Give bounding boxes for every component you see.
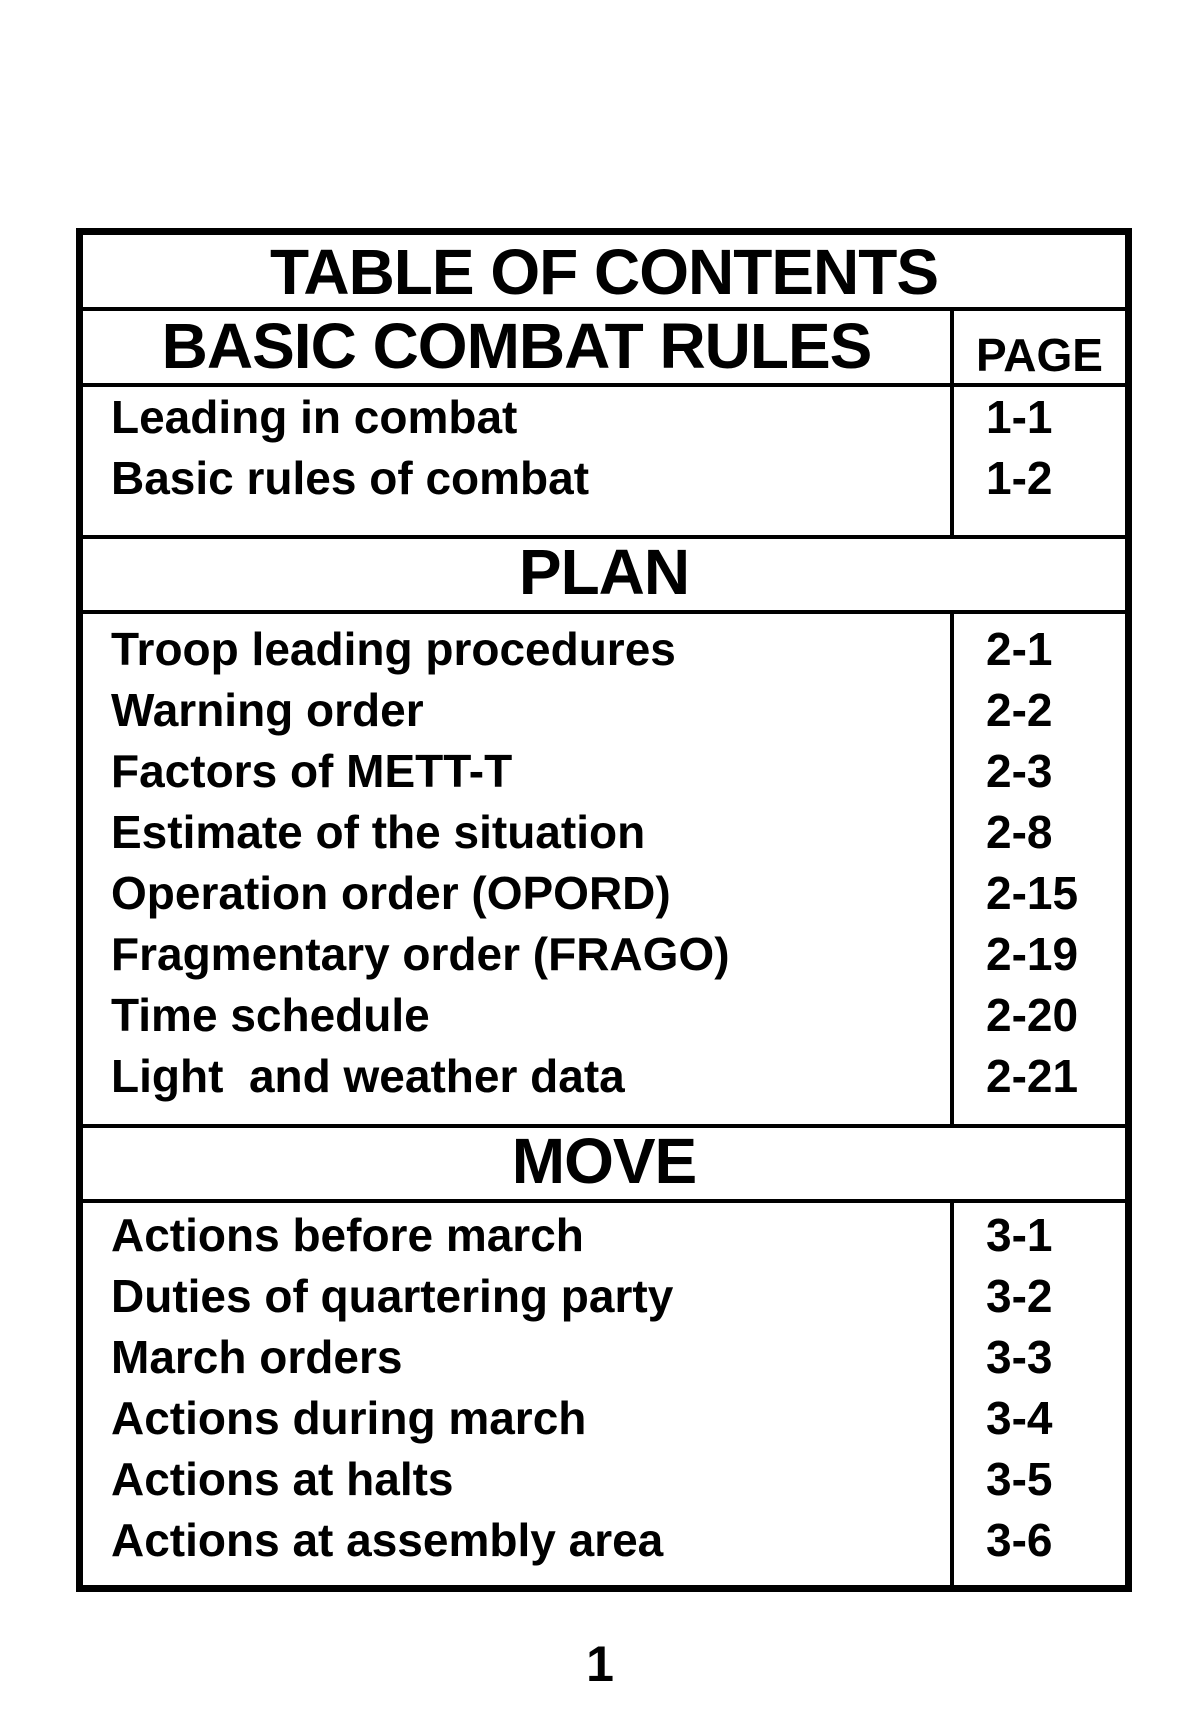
entry-title: Actions at assembly area (111, 1514, 664, 1566)
toc-entry[interactable] (83, 985, 1125, 1046)
entry-page: 3-5 (986, 1453, 1053, 1505)
section-entries-move (83, 1205, 1125, 1571)
toc-entry[interactable] (83, 1046, 1125, 1107)
divider (83, 1199, 1125, 1203)
entry-page: 2-2 (986, 684, 1053, 736)
toc-entry[interactable] (83, 1327, 1125, 1388)
entry-page: 3-3 (986, 1331, 1053, 1383)
toc-entry[interactable] (83, 1205, 1125, 1266)
column-divider (950, 307, 954, 535)
toc-entry[interactable] (83, 448, 1125, 509)
toc-entry[interactable] (83, 619, 1125, 680)
entry-page: 2-20 (986, 989, 1079, 1041)
entry-page: 3-6 (986, 1514, 1053, 1566)
entry-title: Estimate of the situation (111, 806, 646, 858)
entry-title: Basic rules of combat (111, 452, 590, 504)
entry-title: Fragmentary order (FRAGO) (111, 928, 730, 980)
toc-entry[interactable] (83, 1266, 1125, 1327)
entry-page: 2-15 (986, 867, 1079, 919)
entry-title: Actions during march (111, 1392, 587, 1444)
entry-page: 2-21 (986, 1050, 1079, 1102)
toc-entry[interactable] (83, 924, 1125, 985)
entry-page: 3-4 (986, 1392, 1053, 1444)
entry-title: Operation order (OPORD) (111, 867, 671, 919)
toc-entry[interactable] (83, 741, 1125, 802)
entry-title: Warning order (111, 684, 424, 736)
section-heading-basic-combat-rules: BASIC COMBAT RULES (161, 310, 872, 382)
entry-title: Leading in combat (111, 391, 518, 443)
section-entries-basic-combat-rules (83, 387, 1125, 509)
column-divider (950, 1199, 954, 1592)
entry-page: 2-3 (986, 745, 1053, 797)
entry-page: 1-2 (986, 452, 1053, 504)
column-divider (950, 610, 954, 1124)
toc-entry[interactable] (83, 1388, 1125, 1449)
divider (83, 610, 1125, 614)
section-heading-move: MOVE (511, 1125, 697, 1197)
section-entries-plan (83, 619, 1125, 1107)
entry-page: 1-1 (986, 391, 1053, 443)
page-column-label: PAGE (976, 329, 1103, 381)
table-of-contents (76, 228, 1132, 1592)
entry-title: Actions at halts (111, 1453, 454, 1505)
entry-title: Actions before march (111, 1209, 584, 1261)
entry-title: Troop leading procedures (111, 623, 676, 675)
page-number: 1 (586, 1636, 614, 1692)
entry-title: Duties of quartering party (111, 1270, 674, 1322)
toc-entry[interactable] (83, 387, 1125, 448)
entry-page: 2-1 (986, 623, 1053, 675)
entry-title: Time schedule (111, 989, 430, 1041)
entry-page: 3-1 (986, 1209, 1053, 1261)
toc-title: TABLE OF CONTENTS (270, 236, 938, 308)
entry-title: Factors of METT-T (111, 745, 513, 797)
section-heading-plan: PLAN (518, 536, 690, 608)
toc-entry[interactable] (83, 680, 1125, 741)
entry-title: March orders (111, 1331, 403, 1383)
toc-entry[interactable] (83, 863, 1125, 924)
entry-page: 2-8 (986, 806, 1053, 858)
entry-page: 3-2 (986, 1270, 1053, 1322)
entry-page: 2-19 (986, 928, 1079, 980)
toc-entry[interactable] (83, 1449, 1125, 1510)
toc-entry[interactable] (83, 802, 1125, 863)
toc-entry[interactable] (83, 1510, 1125, 1571)
entry-title: Light and weather data (111, 1050, 625, 1102)
